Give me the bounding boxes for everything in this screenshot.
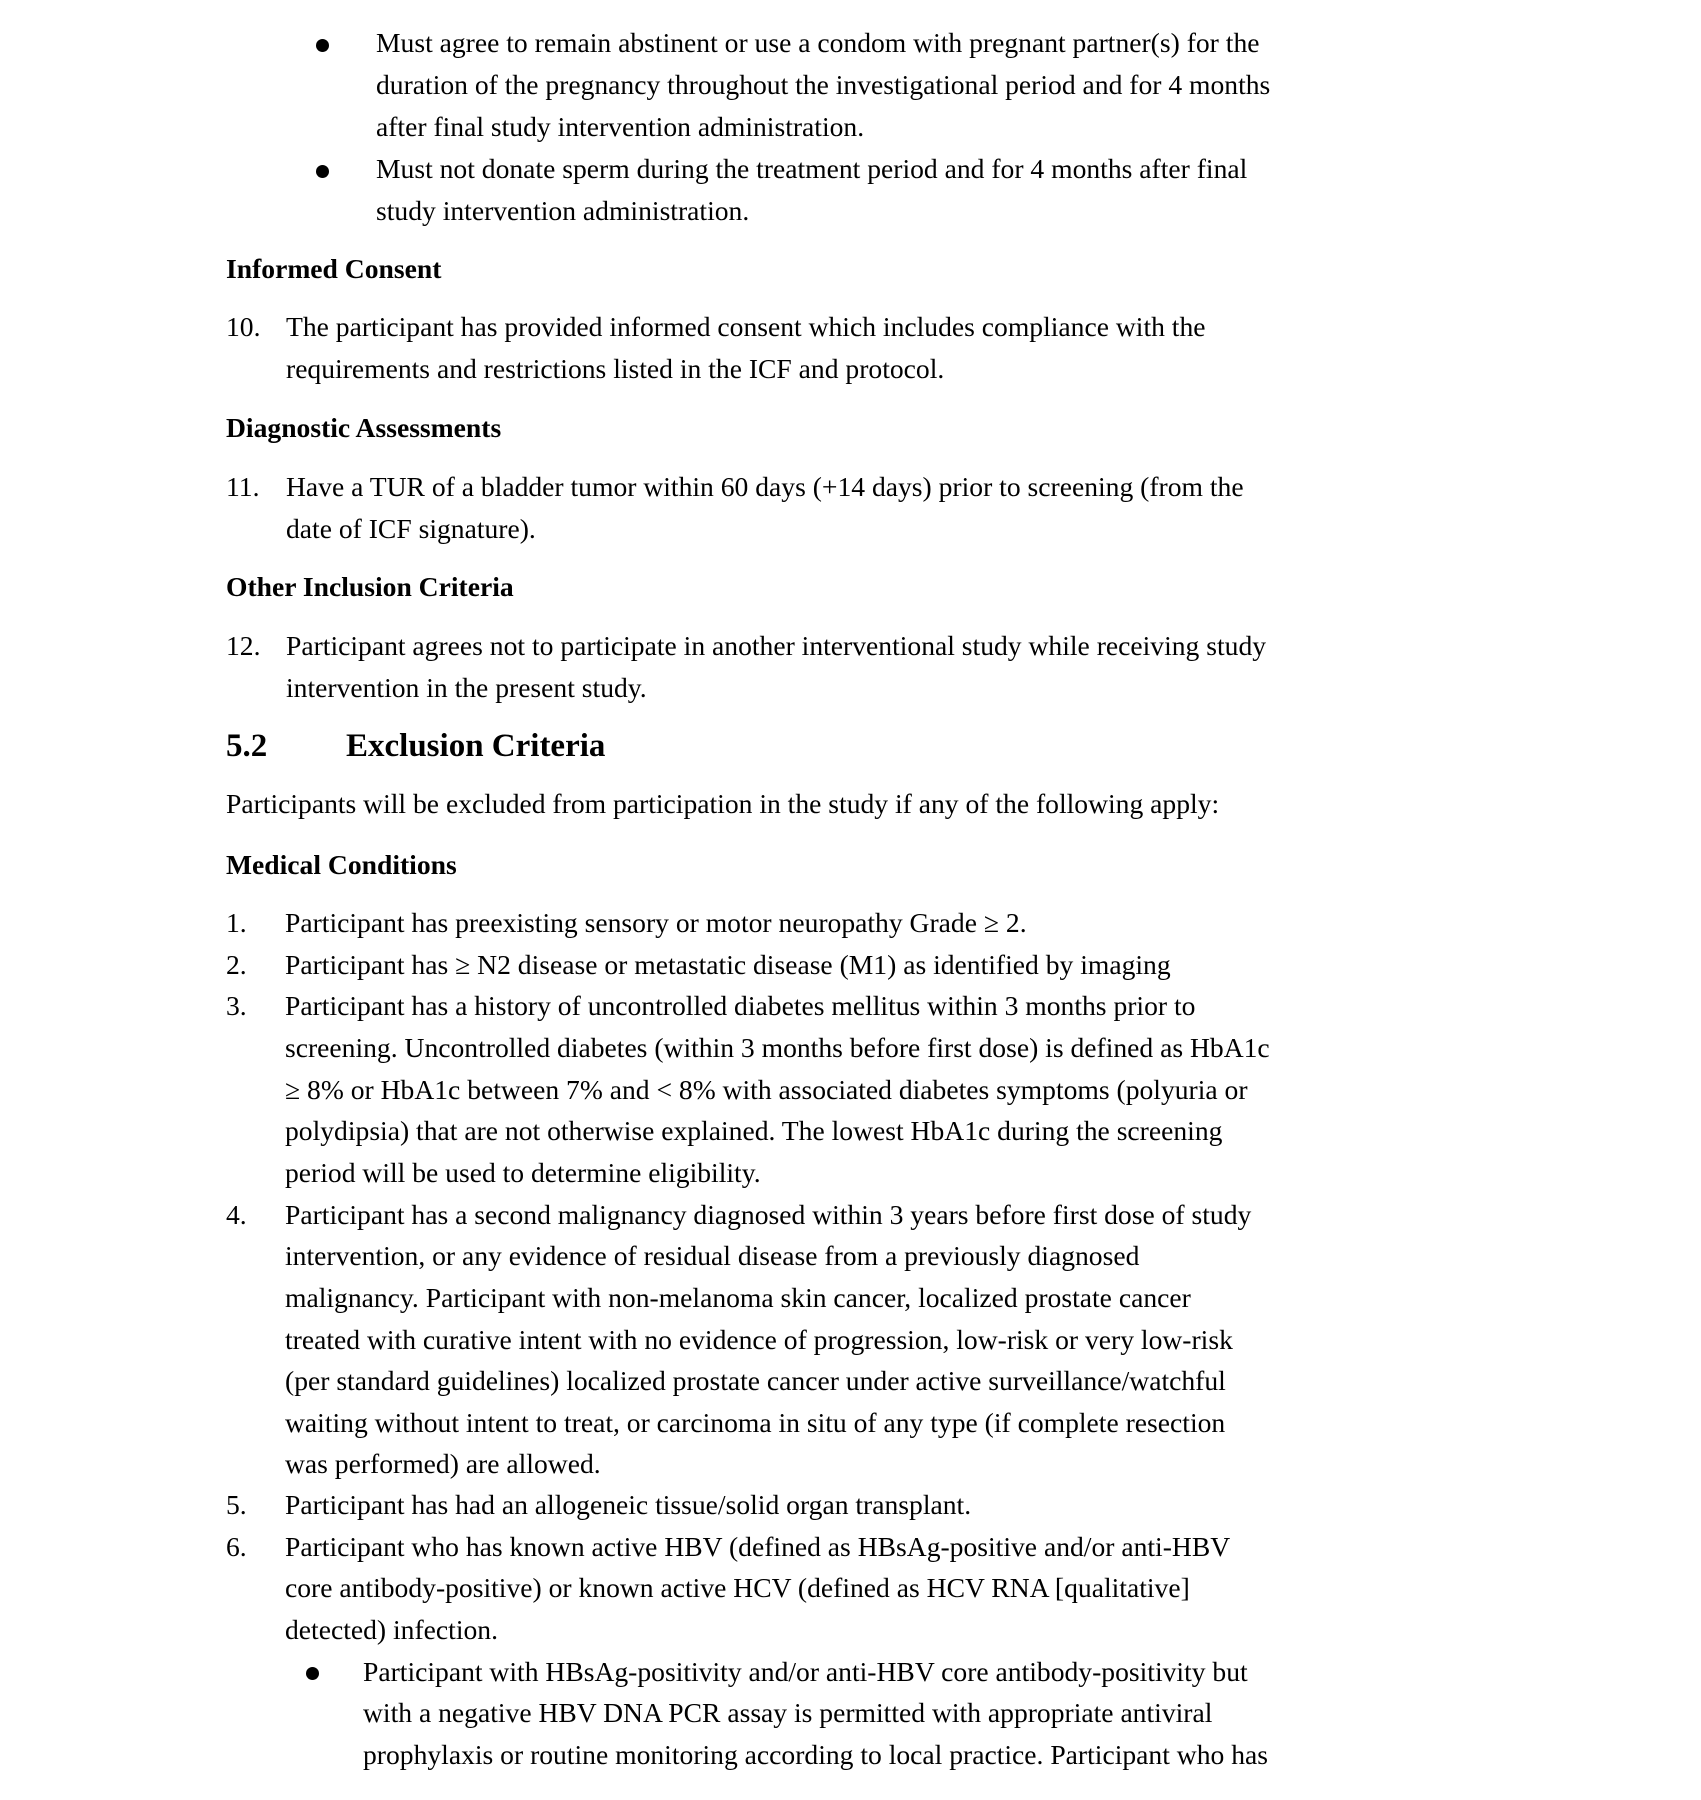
- item-text-line: date of ICF signature).: [286, 513, 536, 544]
- item-text-line: polydipsia) that are not otherwise explained. The lowest HbA1c during the screening: [285, 1115, 1223, 1146]
- item-text-line: Participant has a second malignancy diagnosed within 3 years before first dose of study: [285, 1199, 1252, 1230]
- item-text-line: ≥ 8% or HbA1c between 7% and < 8% with associated diabetes symptoms (polyuria or: [285, 1074, 1248, 1105]
- item-number: 10.: [226, 311, 261, 342]
- item-text-line: (per standard guidelines) localized prostate cancer under active surveillance/watchful: [285, 1365, 1226, 1396]
- item-text-line: Participant who has known active HBV (defined as HBsAg-positive and/or anti-HBV: [285, 1531, 1231, 1562]
- item-text-line: intervention, or any evidence of residual disease from a previously diagnosed: [285, 1240, 1140, 1271]
- sub-bullet-text-line: prophylaxis or routine monitoring according to local practice. Participant who has: [363, 1739, 1268, 1770]
- item-number: 3.: [226, 990, 247, 1021]
- item-text-line: Have a TUR of a bladder tumor within 60 days (+14 days) prior to screening (from the: [286, 471, 1244, 502]
- item-text-line: was performed) are allowed.: [285, 1448, 601, 1479]
- section-title: Exclusion Criteria: [346, 728, 606, 764]
- subsection-heading-medical-conditions: Medical Conditions: [226, 849, 457, 880]
- item-text-line: Participant has had an allogeneic tissue/solid organ transplant.: [285, 1489, 972, 1520]
- item-number: 6.: [226, 1531, 247, 1562]
- item-text-line: screening. Uncontrolled diabetes (within 3 months before first dose) is defined as HbA1c: [285, 1032, 1270, 1063]
- bullet-text-line: after final study intervention administration.: [376, 111, 865, 142]
- item-text-line: The participant has provided informed consent which includes compliance with the: [286, 311, 1206, 342]
- item-number: 5.: [226, 1489, 247, 1520]
- item-text-line: period will be used to determine eligibility.: [285, 1157, 761, 1188]
- bullet-text-line: Must agree to remain abstinent or use a condom with pregnant partner(s) for the: [376, 27, 1260, 58]
- subsection-heading-other-inclusion-criteria: Other Inclusion Criteria: [226, 571, 514, 602]
- item-text-line: Participant has preexisting sensory or motor neuropathy Grade ≥ 2.: [285, 907, 1027, 938]
- item-number: 4.: [226, 1199, 247, 1230]
- item-number: 11.: [226, 471, 260, 502]
- item-text-line: requirements and restrictions listed in the ICF and protocol.: [286, 353, 945, 384]
- item-text-line: Participant has ≥ N2 disease or metastatic disease (M1) as identified by imaging: [285, 949, 1171, 980]
- bullet-text-line: Must not donate sperm during the treatment period and for 4 months after final: [376, 153, 1248, 184]
- item-number: 1.: [226, 907, 247, 938]
- item-text-line: Participant agrees not to participate in another interventional study while receiving study: [286, 630, 1267, 661]
- item-text-line: treated with curative intent with no evidence of progression, low-risk or very low-risk: [285, 1324, 1233, 1355]
- item-text-line: core antibody-positive) or known active HCV (defined as HCV RNA [qualitative]: [285, 1572, 1190, 1603]
- sub-bullet-text-line: with a negative HBV DNA PCR assay is permitted with appropriate antiviral: [363, 1697, 1213, 1728]
- section-number: 5.2: [226, 728, 268, 764]
- sub-bullet-text-line: Participant with HBsAg-positivity and/or anti-HBV core antibody-positivity but: [363, 1656, 1248, 1687]
- subsection-heading-diagnostic-assessments: Diagnostic Assessments: [226, 412, 502, 443]
- subsection-heading-informed-consent: Informed Consent: [226, 253, 442, 284]
- item-text-line: detected) infection.: [285, 1614, 498, 1645]
- item-text-line: intervention in the present study.: [286, 672, 647, 703]
- bullet-icon: [316, 165, 329, 178]
- bullet-icon: [316, 39, 329, 52]
- bullet-text-line: study intervention administration.: [376, 195, 750, 226]
- item-text-line: waiting without intent to treat, or carcinoma in situ of any type (if complete resection: [285, 1407, 1226, 1438]
- bullet-text-line: duration of the pregnancy throughout the investigational period and for 4 months: [376, 69, 1271, 100]
- section-intro: Participants will be excluded from participation in the study if any of the following apply:: [226, 788, 1220, 819]
- item-number: 12.: [226, 630, 261, 661]
- item-number: 2.: [226, 949, 247, 980]
- item-text-line: malignancy. Participant with non-melanoma skin cancer, localized prostate cancer: [285, 1282, 1191, 1313]
- bullet-icon: [306, 1667, 319, 1680]
- item-text-line: Participant has a history of uncontrolled diabetes mellitus within 3 months prior to: [285, 990, 1196, 1021]
